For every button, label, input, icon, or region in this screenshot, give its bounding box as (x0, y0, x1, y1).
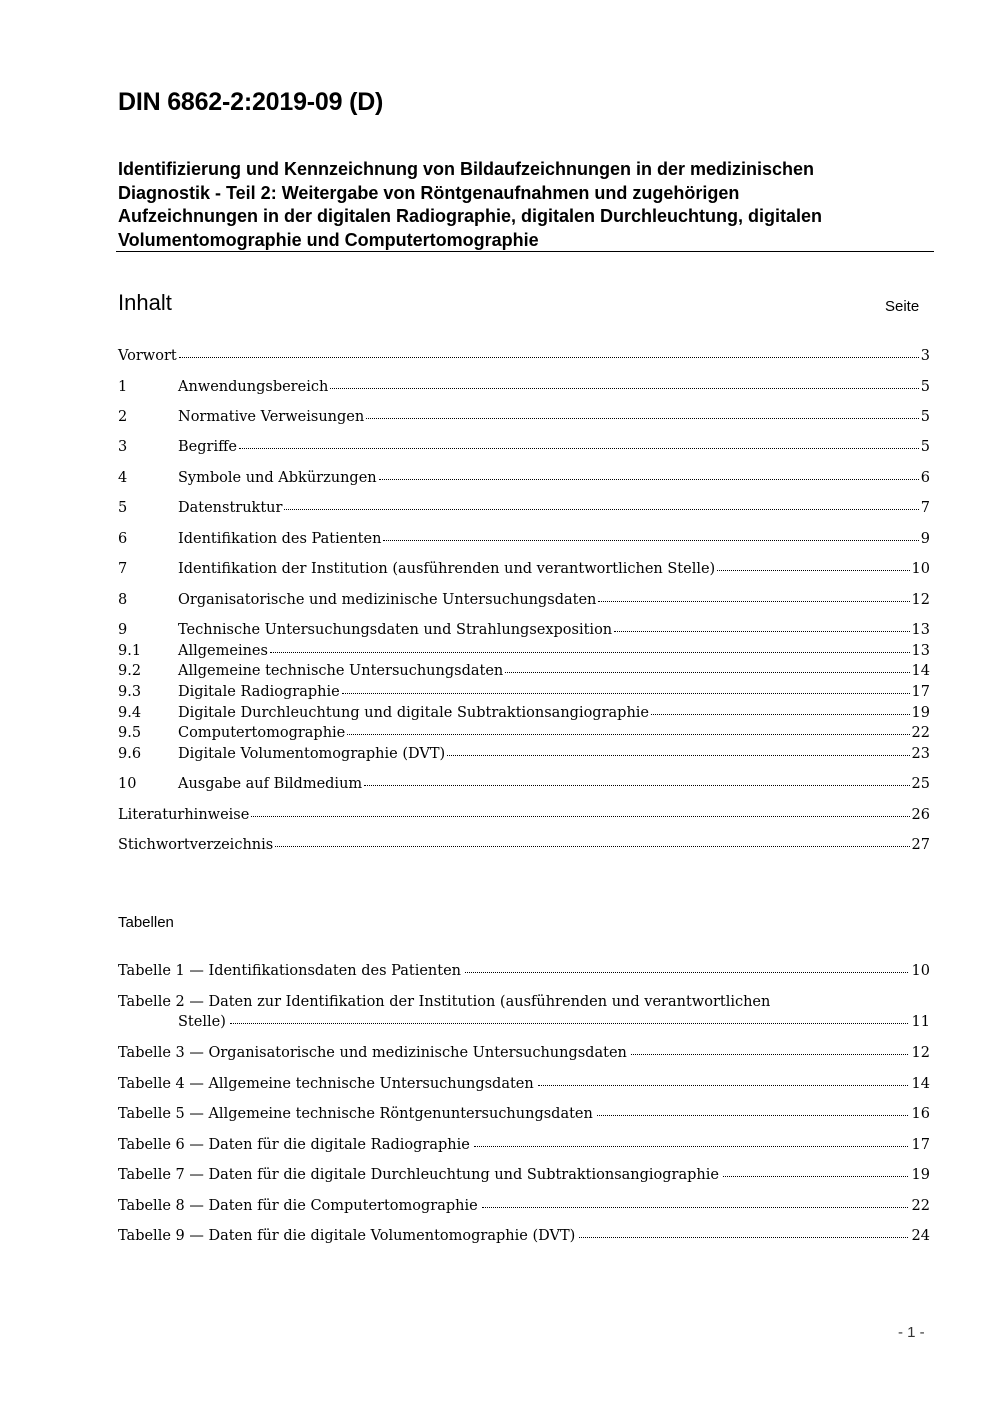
dot-leader (284, 508, 918, 510)
dot-leader (364, 784, 909, 786)
toc-entry-number: 9.4 (118, 705, 142, 721)
dot-leader (538, 1084, 908, 1086)
page-number: - 1 - (898, 1324, 925, 1341)
table-entry-text: Tabelle 3 — Organisatorische und medizinische Untersuchungsdaten (118, 1045, 627, 1061)
dot-leader (505, 671, 909, 673)
dot-leader (330, 387, 918, 389)
toc-entry-number: 3 (118, 439, 128, 455)
toc-entry-page: 10 (911, 561, 930, 577)
toc-entry-7[interactable] (118, 561, 930, 581)
toc-entry-text: Technische Untersuchungsdaten und Strahlungsexposition (178, 622, 613, 638)
dot-leader (251, 815, 909, 817)
toc-entry-number: 7 (118, 561, 128, 577)
table-entry-9[interactable] (118, 1228, 930, 1248)
table-entry-page: 10 (911, 963, 930, 979)
toc-entry-text: Organisatorische und medizinische Untersuchungsdaten (178, 592, 597, 608)
toc-entry-number: 9 (118, 622, 128, 638)
title-line: Diagnostik - Teil 2: Weitergabe von Röntgenaufnahmen und zugehörigen (118, 182, 740, 203)
dot-leader (347, 733, 909, 735)
toc-entry-text: Normative Verweisungen (178, 409, 365, 425)
table-entry-page: 12 (911, 1045, 930, 1061)
table-entry-text: Tabelle 1 — Identifikationsdaten des Patienten (118, 963, 462, 979)
dot-leader (447, 754, 909, 756)
toc-entry-number: 10 (118, 776, 137, 792)
table-entry-page: 17 (911, 1137, 930, 1153)
toc-entry-number: 6 (118, 531, 128, 547)
title-line: Identifizierung und Kennzeichnung von Bildaufzeichnungen in der medizinischen (118, 159, 815, 179)
dot-leader (597, 1114, 908, 1116)
toc-entry-page: 7 (920, 500, 930, 516)
table-entry-page: 22 (911, 1198, 930, 1214)
dot-leader (179, 356, 919, 358)
toc-entry-text: Begriffe (178, 439, 237, 455)
dot-leader (598, 600, 909, 602)
table-entry-text: Tabelle 4 — Allgemeine technische Untersuchungsdaten (118, 1076, 534, 1092)
toc-entry-3[interactable] (118, 439, 930, 459)
toc-entry-number: 1 (118, 379, 128, 395)
table-entry-page: 16 (911, 1106, 930, 1122)
toc-entry-9-5[interactable] (118, 725, 930, 745)
toc-entry-number: 9.3 (118, 684, 142, 700)
toc-entry-page: 25 (911, 776, 930, 792)
toc-entry-page: 23 (911, 746, 930, 762)
toc-entry-text: Digitale Durchleuchtung und digitale Subtraktionsangiographie (178, 705, 650, 721)
toc-entry-number: 2 (118, 409, 128, 425)
toc-entry-page: 5 (920, 439, 930, 455)
toc-entry-2[interactable] (118, 409, 930, 429)
toc-entry-number: 9.2 (118, 663, 142, 679)
toc-entry-number: 9.6 (118, 746, 142, 762)
toc-entry-text: Allgemeine technische Untersuchungsdaten (178, 663, 504, 679)
tables-heading: Tabellen (118, 914, 174, 931)
toc-entry-9-4[interactable] (118, 705, 930, 725)
table-entry-3[interactable] (118, 1045, 930, 1065)
toc-entry-page: 6 (920, 470, 930, 486)
table-entry-text: Tabelle 5 — Allgemeine technische Röntgenuntersuchungsdaten (118, 1106, 593, 1122)
toc-entry-text: Identifikation des Patienten (178, 531, 382, 547)
dot-leader (383, 539, 918, 541)
table-entry-5[interactable] (118, 1106, 930, 1126)
table-entry-7[interactable] (118, 1167, 930, 1187)
toc-entry-9-6[interactable] (118, 746, 930, 766)
toc-entry-page: 13 (911, 643, 930, 659)
table-entry-2[interactable] (118, 994, 930, 1014)
toc-entry-4[interactable] (118, 470, 930, 490)
toc-entry-text: Anwendungsbereich (178, 379, 329, 395)
toc-entry-literaturhinweise[interactable] (118, 807, 930, 827)
toc-entry-stichwortverzeichnis[interactable] (118, 837, 930, 857)
document-title (118, 158, 934, 252)
table-entry-2-continued[interactable] (118, 1014, 930, 1034)
dot-leader (482, 1206, 908, 1208)
table-entry-page: 14 (911, 1076, 930, 1092)
dot-leader (651, 713, 910, 715)
dot-leader (614, 630, 909, 632)
dot-leader (631, 1053, 908, 1055)
toc-entry-page: 12 (911, 592, 930, 608)
toc-entry-page: 19 (911, 705, 930, 721)
table-entry-text: Tabelle 7 — Daten für die digitale Durchleuchtung und Subtraktionsangiographie (118, 1167, 719, 1183)
dot-leader (379, 478, 919, 480)
toc-entry-text: Vorwort (118, 348, 177, 364)
toc-entry-text: Allgemeines (178, 643, 268, 659)
toc-entry-number: 8 (118, 592, 128, 608)
table-entry-6[interactable] (118, 1137, 930, 1157)
dot-leader (270, 651, 910, 653)
toc-entry-text: Symbole und Abkürzungen (178, 470, 377, 486)
toc-entry-page: 14 (911, 663, 930, 679)
toc-entry-page: 9 (920, 531, 930, 547)
title-divider (116, 251, 934, 252)
toc-entry-page: 22 (911, 725, 930, 741)
toc-entry-number: 5 (118, 500, 128, 516)
toc-entry-text: Digitale Radiographie (178, 684, 340, 700)
table-entry-1[interactable] (118, 963, 930, 983)
toc-entry-text: Ausgabe auf Bildmedium (178, 776, 363, 792)
table-entry-4[interactable] (118, 1076, 930, 1096)
toc-entry-vorwort[interactable] (118, 348, 930, 368)
table-entry-8[interactable] (118, 1198, 930, 1218)
toc-entry-page: 13 (911, 622, 930, 638)
title-line: Volumentomographie und Computertomographie (118, 229, 539, 250)
toc-entry-page: 17 (911, 684, 930, 700)
table-entry-text-continued: Stelle) (178, 1014, 226, 1030)
dot-leader (723, 1175, 908, 1177)
toc-entry-text: Digitale Volumentomographie (DVT) (178, 746, 446, 762)
toc-heading: Inhalt (118, 290, 172, 315)
toc-entry-number: 9.5 (118, 725, 142, 741)
table-entry-page: 11 (911, 1014, 930, 1030)
toc-entry-9-3[interactable] (118, 684, 930, 704)
table-entry-text: Tabelle 9 — Daten für die digitale Volumentomographie (DVT) (118, 1228, 576, 1244)
dot-leader (579, 1236, 907, 1238)
toc-entry-text: Stichwortverzeichnis (118, 837, 274, 853)
title-line: Aufzeichnungen in der digitalen Radiographie, digitalen Durchleuchtung, digitalen (118, 206, 823, 226)
toc-entry-number: 4 (118, 470, 128, 486)
toc-entry-6[interactable] (118, 531, 930, 551)
dot-leader (342, 692, 910, 694)
toc-page-heading: Seite (885, 298, 920, 315)
document-id: DIN 6862-2:2019-09 (D) (118, 88, 384, 116)
toc-entry-page: 26 (911, 807, 930, 823)
toc-entry-page: 5 (920, 409, 930, 425)
toc-entry-8[interactable] (118, 592, 930, 612)
toc-entry-5[interactable] (118, 500, 930, 520)
toc-entry-10[interactable] (118, 776, 930, 796)
table-entry-text: Tabelle 6 — Daten für die digitale Radiographie (118, 1137, 470, 1153)
dot-leader (717, 569, 909, 571)
toc-entry-1[interactable] (118, 379, 930, 399)
toc-entry-text: Literaturhinweise (118, 807, 250, 823)
toc-entry-page: 27 (911, 837, 930, 853)
toc-entry-text: Computertomographie (178, 725, 346, 741)
dot-leader (275, 845, 909, 847)
toc-entry-9-2[interactable] (118, 663, 930, 683)
toc-entry-9[interactable] (118, 622, 930, 642)
table-entry-page: 19 (911, 1167, 930, 1183)
toc-entry-page: 3 (920, 348, 930, 364)
toc-entry-page: 5 (920, 379, 930, 395)
toc-entry-9-1[interactable] (118, 643, 930, 663)
toc-entry-text: Identifikation der Institution (ausführenden und verantwortlichen Stelle) (178, 561, 716, 577)
toc-entry-text: Datenstruktur (178, 500, 283, 516)
dot-leader (465, 971, 908, 973)
dot-leader (474, 1145, 908, 1147)
table-entry-text: Tabelle 2 — Daten zur Identifikation der Institution (ausführenden und verantwortlichen (118, 994, 771, 1010)
dot-leader (239, 447, 919, 449)
table-entry-text: Tabelle 8 — Daten für die Computertomographie (118, 1198, 478, 1214)
toc-entry-number: 9.1 (118, 643, 142, 659)
table-entry-page: 24 (911, 1228, 930, 1244)
dot-leader (230, 1022, 908, 1024)
dot-leader (366, 417, 919, 419)
